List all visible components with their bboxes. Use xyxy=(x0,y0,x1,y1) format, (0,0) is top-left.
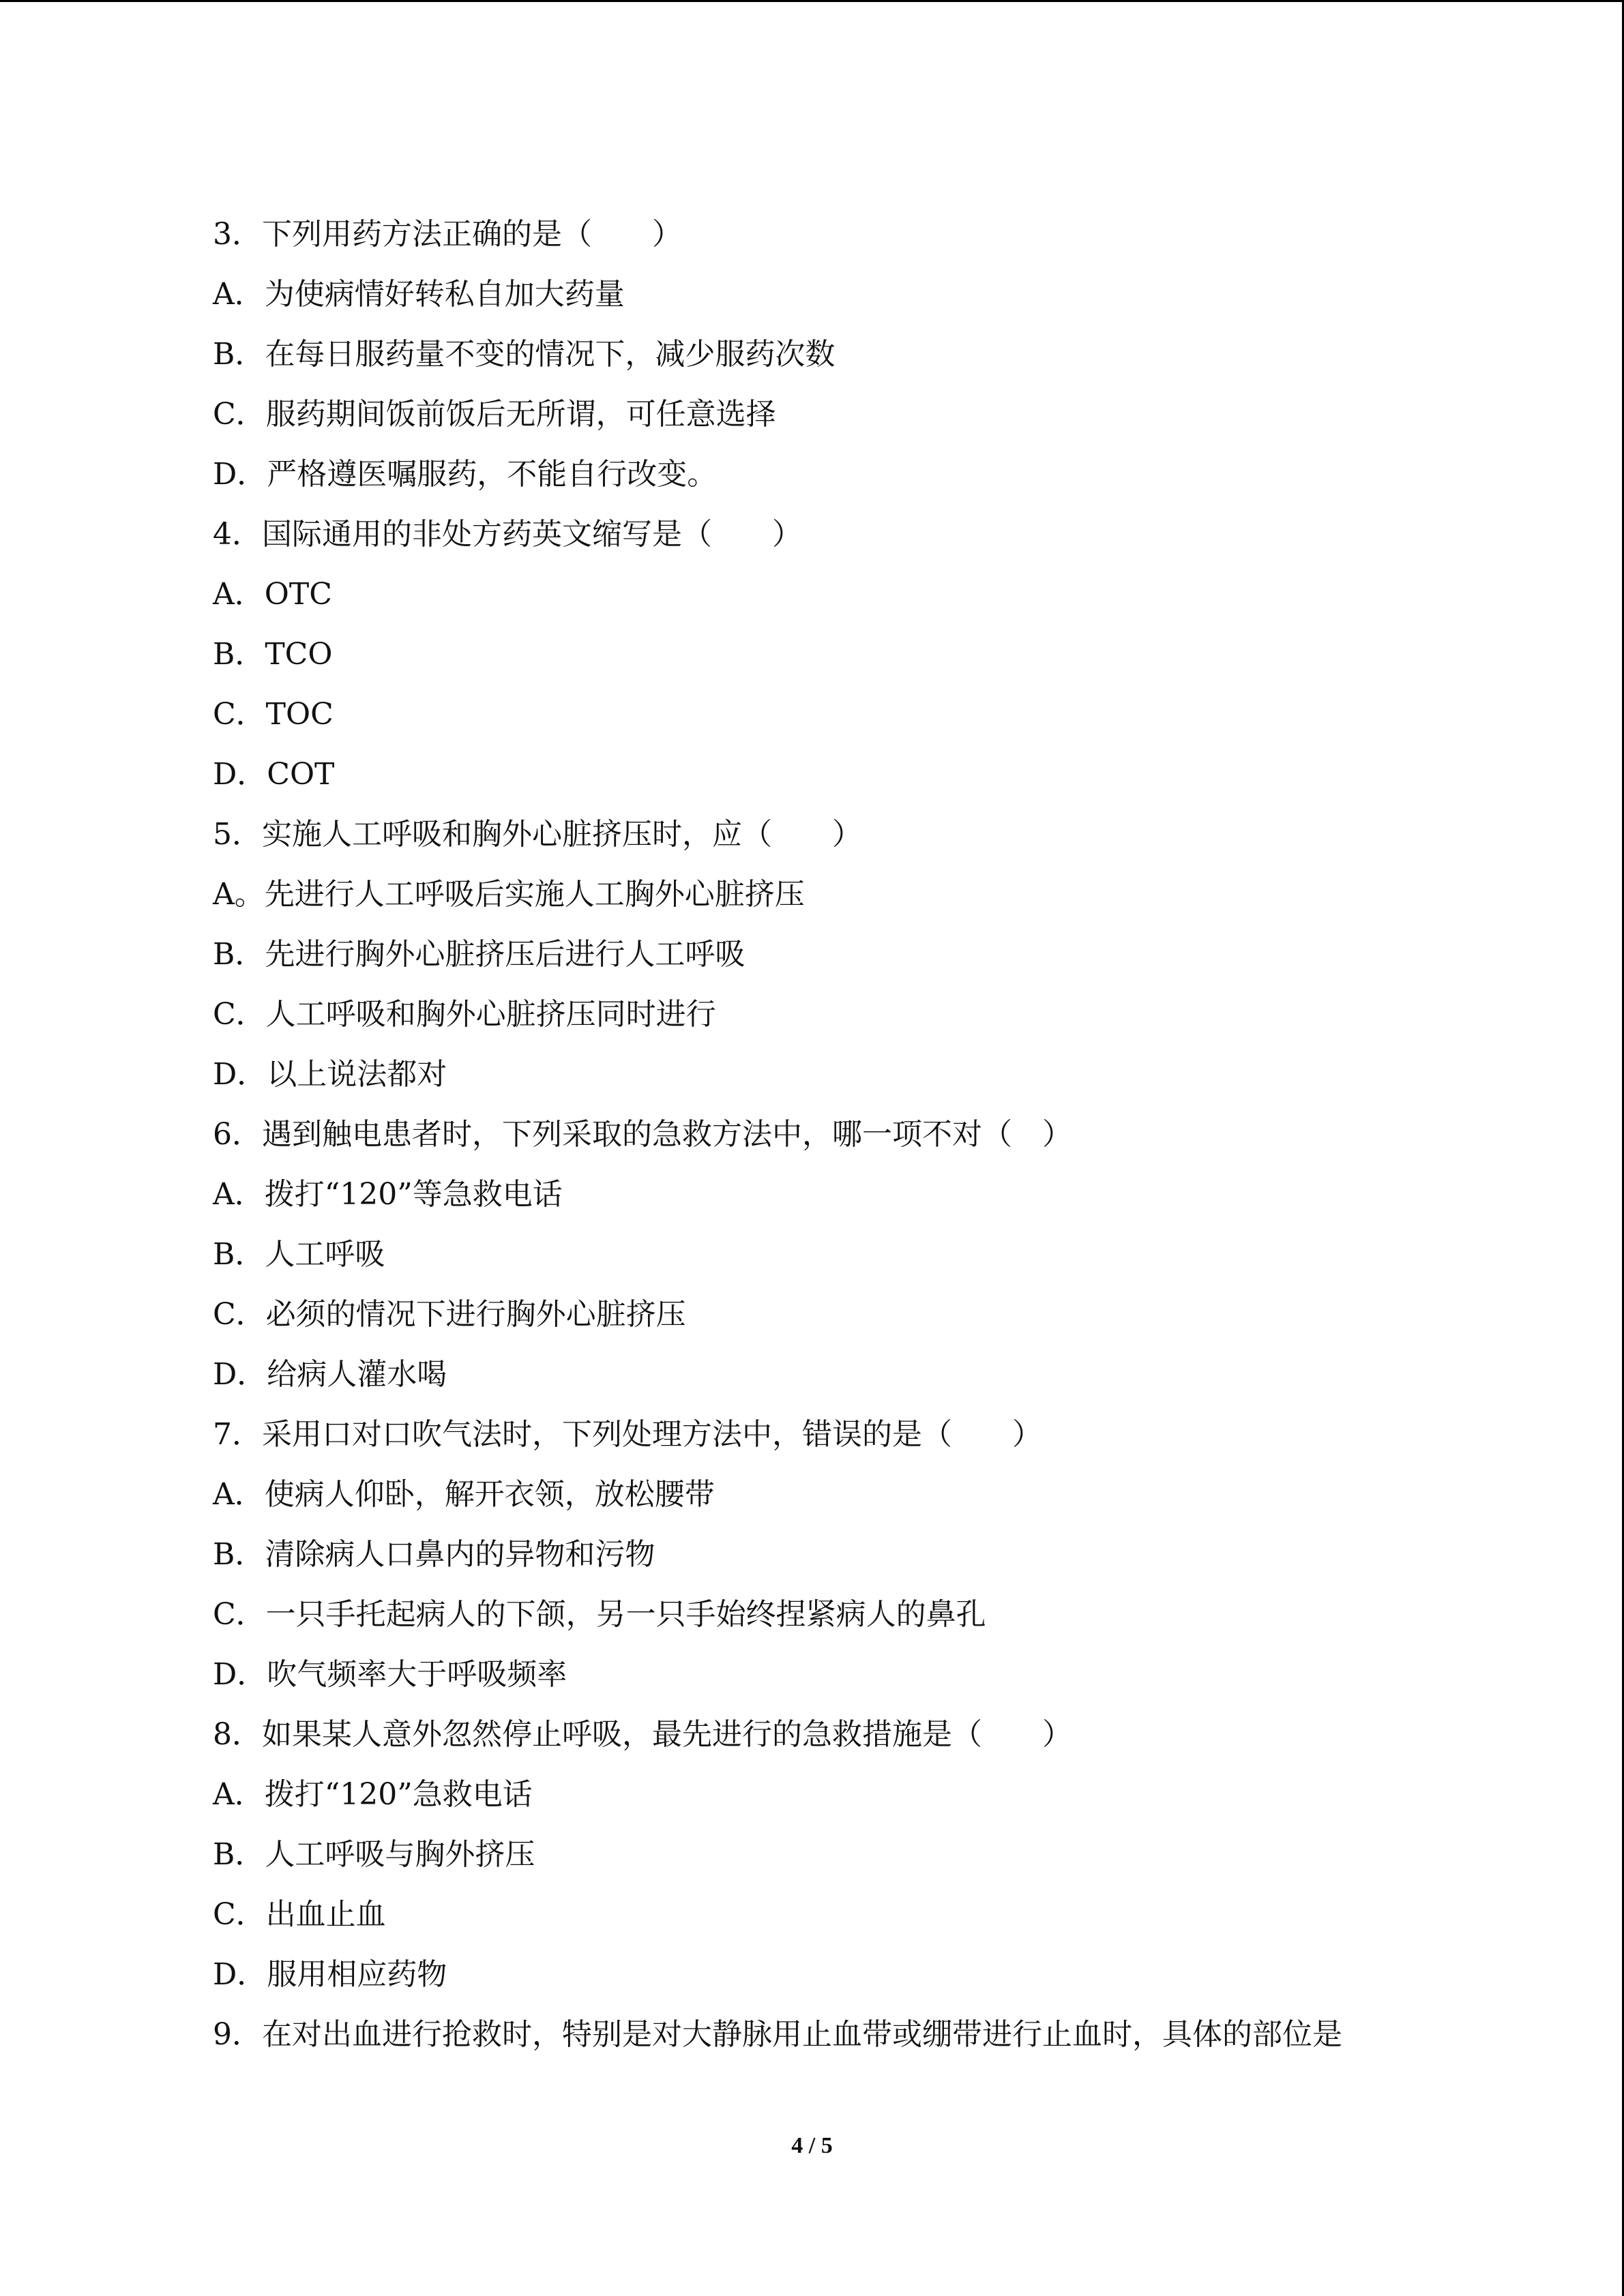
question-6-option-a: A．拨打“120”等急救电话 xyxy=(213,1177,563,1212)
question-8-option-b: B．人工呼吸与胸外挤压 xyxy=(213,1837,535,1872)
question-4-option-b: B．TCO xyxy=(213,637,333,672)
question-8-option-d: D．服用相应药物 xyxy=(213,1957,447,1992)
question-4-option-c: C．TOC xyxy=(213,697,334,732)
question-6-option-d: D．给病人灌水喝 xyxy=(213,1357,447,1392)
question-5-stem: 5．实施人工呼吸和胸外心脏挤压时，应（ ） xyxy=(213,817,862,852)
question-7-option-b: B．清除病人口鼻内的异物和污物 xyxy=(213,1537,655,1572)
question-3-option-a: A．为使病情好转私自加大药量 xyxy=(213,277,625,312)
question-7-option-a: A．使病人仰卧，解开衣领，放松腰带 xyxy=(213,1477,715,1512)
question-8-option-a: A．拨打“120”急救电话 xyxy=(213,1777,533,1812)
question-5-option-a: A。先进行人工呼吸后实施人工胸外心脏挤压 xyxy=(213,877,805,912)
question-6-stem: 6．遇到触电患者时，下列采取的急救方法中，哪一项不对（ ） xyxy=(213,1117,1072,1152)
question-3-option-d: D．严格遵医嘱服药，不能自行改变。 xyxy=(213,457,718,492)
question-7-option-d: D．吹气频率大于呼吸频率 xyxy=(213,1657,567,1692)
question-7-option-c: C．一只手托起病人的下颌，另一只手始终捏紧病人的鼻孔 xyxy=(213,1597,986,1632)
question-4-stem: 4．国际通用的非处方药英文缩写是（ ） xyxy=(213,517,802,552)
question-4-option-a: A．OTC xyxy=(213,577,332,612)
question-8-stem: 8．如果某人意外忽然停止呼吸，最先进行的急救措施是（ ） xyxy=(213,1717,1072,1752)
page-number: 4 / 5 xyxy=(791,2133,833,2158)
question-9-stem: 9．在对出血进行抢救时，特别是对大静脉用止血带或绷带进行止血时，具体的部位是 xyxy=(213,2017,1342,2052)
document-body xyxy=(213,205,1509,2065)
question-5-option-b: B．先进行胸外心脏挤压后进行人工呼吸 xyxy=(213,937,745,972)
question-3-stem: 3．下列用药方法正确的是（ ） xyxy=(213,217,682,252)
question-5-option-d: D．以上说法都对 xyxy=(213,1057,447,1092)
question-5-option-c: C．人工呼吸和胸外心脏挤压同时进行 xyxy=(213,997,716,1032)
page-border-top xyxy=(0,0,1624,2)
question-3-option-c: C．服药期间饭前饭后无所谓，可任意选择 xyxy=(213,397,776,432)
question-4-option-d: D．COT xyxy=(213,757,335,792)
question-3-option-b: B．在每日服药量不变的情况下，减少服药次数 xyxy=(213,337,836,372)
question-8-option-c: C．出血止血 xyxy=(213,1897,386,1932)
question-7-stem: 7．采用口对口吹气法时，下列处理方法中，错误的是（ ） xyxy=(213,1417,1042,1452)
question-6-option-c: C．必须的情况下进行胸外心脏挤压 xyxy=(213,1297,686,1332)
question-6-option-b: B．人工呼吸 xyxy=(213,1237,385,1272)
